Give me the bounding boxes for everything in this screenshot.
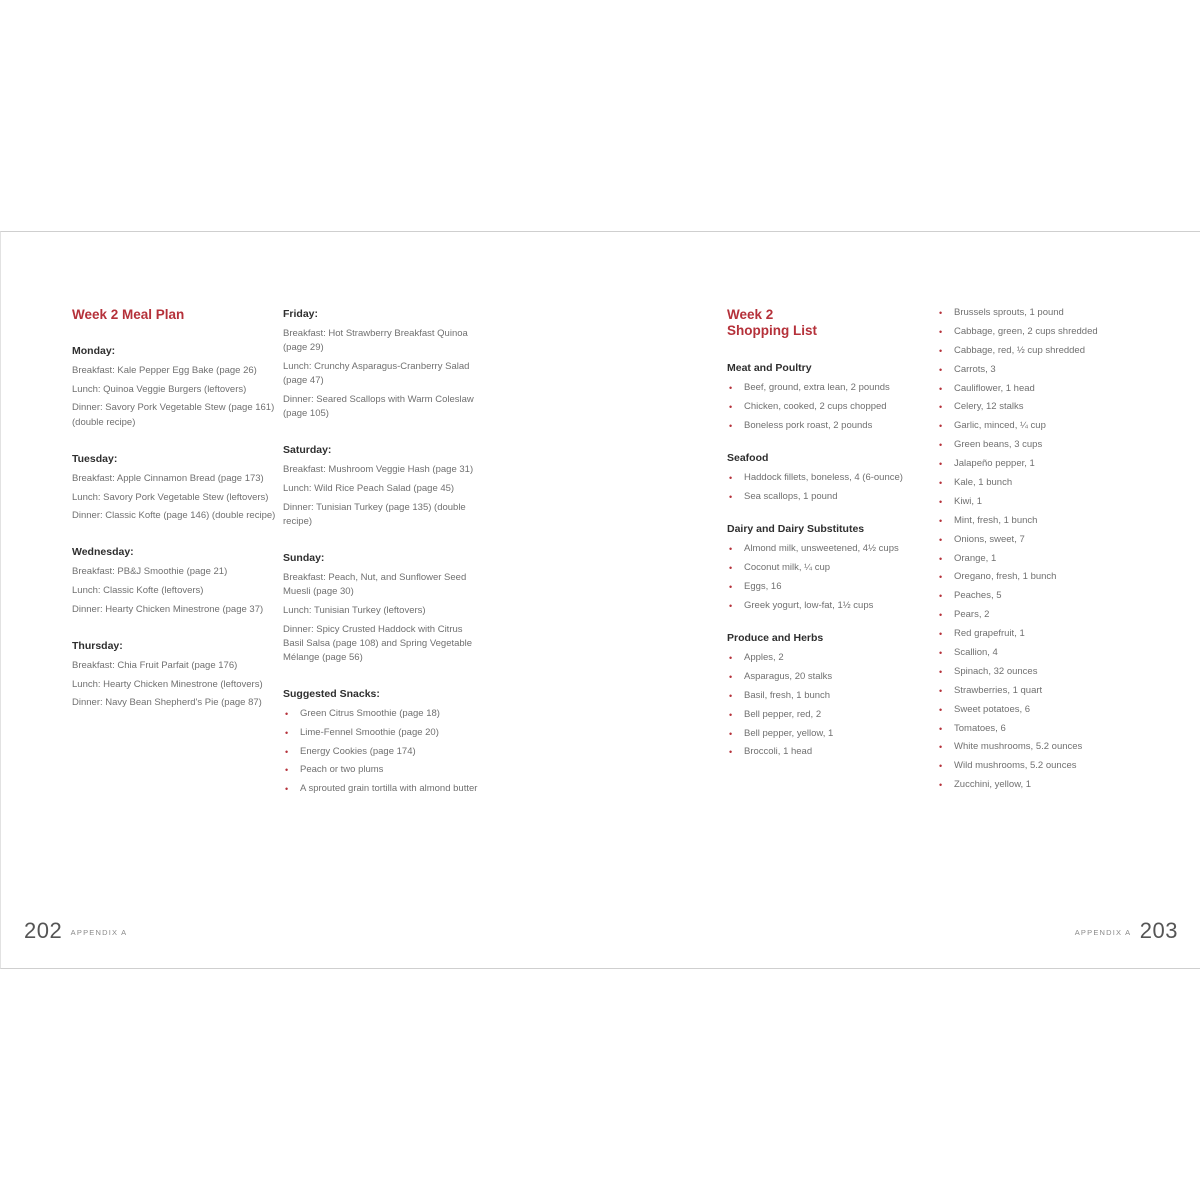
shopping-item [727,599,922,613]
meal-entry: Breakfast: Mushroom Veggie Hash (page 31) [283,464,474,476]
shopping-section-heading: Produce and Herbs [727,631,824,644]
snacks-heading: Suggested Snacks: [283,688,380,701]
days-list-1 [72,344,277,711]
bullet-icon: • [939,610,943,621]
shopping-section [727,361,922,433]
snack-item [283,782,483,796]
shopping-item [727,561,922,575]
shopping-item-text: Eggs, 16 [744,580,782,592]
shopping-item-text: Peaches, 5 [954,590,1002,602]
bullet-icon: • [285,727,289,738]
shopping-item [727,651,922,665]
bullet-icon: • [729,491,733,502]
shopping-title-line1: Week 2 [727,307,774,322]
shopping-item-text: Wild mushrooms, 5.2 ounces [954,760,1077,772]
shopping-item-text: Sweet potatoes, 6 [954,703,1031,715]
shopping-item-text: Oregano, fresh, 1 bunch [954,571,1057,583]
bullet-icon: • [939,478,943,489]
meal-entry: Lunch: Crunchy Asparagus-Cranberry Salad (page 47) [283,360,470,387]
shopping-item [937,684,1137,698]
bullet-icon: • [939,572,943,583]
shopping-item [937,665,1137,679]
snack-item-text: Green Citrus Smoothie (page 18) [300,708,440,720]
bullet-icon: • [939,402,943,413]
bullet-icon: • [939,685,943,696]
meal-entry: Lunch: Hearty Chicken Minestrone (leftovers) [72,678,263,690]
day-block [72,344,277,430]
shopping-item [937,306,1137,320]
meal-plan-title: Week 2 Meal Plan [72,307,185,322]
shopping-item-text: Onions, sweet, 7 [954,533,1025,545]
shopping-item [937,646,1137,660]
shopping-list-title [727,307,922,339]
shopping-title-line2: Shopping List [727,323,817,338]
shopping-item [937,778,1137,792]
shopping-items [727,651,922,760]
shopping-item [937,344,1137,358]
bullet-icon: • [939,364,943,375]
shopping-section-heading: Dairy and Dairy Substitutes [727,523,865,536]
shopping-item [937,608,1137,622]
bullet-icon: • [939,308,943,318]
shopping-item [937,400,1137,414]
bullet-icon: • [939,496,943,507]
shopping-item [937,570,1137,584]
bullet-icon: • [939,666,943,677]
days-list-2 [283,307,483,665]
day-heading: Saturday: [283,444,332,457]
bullet-icon: • [285,784,289,795]
snack-item-text: Lime-Fennel Smoothie (page 20) [300,726,439,738]
meal-entry: Dinner: Seared Scallops with Warm Coleslaw (page 105) [283,393,474,420]
right-folio [1075,918,1178,944]
produce-continued-list [937,306,1137,792]
shopping-item [937,740,1137,754]
shopping-section-heading: Meat and Poultry [727,362,812,374]
shopping-column-2 [937,306,1137,797]
shopping-section-heading: Seafood [727,451,769,464]
meal-entry: Lunch: Tunisian Turkey (leftovers) [283,604,426,616]
bullet-icon: • [939,459,943,470]
shopping-item [727,419,922,433]
shopping-item-text: Almond milk, unsweetened, 4½ cups [744,543,899,555]
shopping-item-text: Pears, 2 [954,609,990,621]
shopping-items [727,381,922,433]
snack-item [283,763,483,777]
bullet-icon: • [939,648,943,659]
bullet-icon: • [939,629,943,640]
day-heading: Thursday: [72,640,123,653]
shopping-item [937,325,1137,339]
shopping-item-text: Celery, 12 stalks [954,401,1024,413]
shopping-item [727,381,922,395]
shopping-item [937,514,1137,528]
shopping-item [937,495,1137,509]
day-block [283,551,483,665]
shopping-item-text: Scallion, 4 [954,647,998,659]
day-block [72,545,277,617]
day-heading: Sunday: [283,552,325,565]
snack-item-text: A sprouted grain tortilla with almond butter [300,783,478,795]
bullet-icon: • [729,420,733,431]
shopping-section [727,631,922,760]
shopping-item-text: Jalapeño pepper, 1 [954,458,1035,470]
shopping-item-text: Basil, fresh, 1 bunch [744,689,831,701]
shopping-item-text: Spinach, 32 ounces [954,665,1038,677]
shopping-items [727,471,922,504]
shopping-item-text: Tomatoes, 6 [954,722,1006,734]
meal-entry: Dinner: Savory Pork Vegetable Stew (page 161) (double recipe) [72,402,275,428]
bullet-icon: • [729,383,733,393]
shopping-item-text: Strawberries, 1 quart [954,684,1043,696]
shopping-item-text: Mint, fresh, 1 bunch [954,514,1038,526]
bullet-icon: • [729,690,733,701]
shopping-item [727,542,922,556]
day-heading: Monday: [72,345,116,357]
shopping-sections [727,361,922,760]
shopping-item-text: Boneless pork roast, 2 pounds [744,419,873,431]
meal-entry: Dinner: Navy Bean Shepherd's Pie (page 87) [72,697,262,709]
shopping-item-text: Kiwi, 1 [954,495,982,507]
meal-plan-column-2 [283,307,483,818]
shopping-item [727,727,922,741]
meal-entry: Lunch: Classic Kofte (leftovers) [72,585,204,597]
shopping-item [937,419,1137,433]
meal-plan-column-1 [72,307,277,733]
shopping-item-text: Brussels sprouts, 1 pound [954,307,1064,318]
meal-entry: Breakfast: Peach, Nut, and Sunflower Seed Muesli (page 30) [283,572,467,598]
bullet-icon: • [729,728,733,739]
shopping-item [727,400,922,414]
bullet-icon: • [729,652,733,663]
shopping-item [937,589,1137,603]
meal-entry: Breakfast: Apple Cinnamon Bread (page 173) [72,472,264,484]
bullet-icon: • [939,515,943,526]
shopping-item-text: Bell pepper, red, 2 [744,708,822,720]
meal-entry: Breakfast: PB&J Smoothie (page 21) [72,566,228,578]
shopping-section [727,522,922,613]
bullet-icon: • [939,440,943,451]
shopping-items [727,542,922,613]
day-block [283,443,483,529]
bullet-icon: • [729,544,733,555]
bullet-icon: • [939,591,943,602]
shopping-item-text: Sea scallops, 1 pound [744,490,838,502]
shopping-item-text: Beef, ground, extra lean, 2 pounds [744,382,890,393]
left-folio [24,918,127,944]
shopping-item [937,476,1137,490]
bullet-icon: • [285,709,289,720]
shopping-item [727,580,922,594]
shopping-item [727,745,922,759]
bullet-icon: • [939,383,943,394]
shopping-item [937,703,1137,717]
bullet-icon: • [939,780,943,791]
left-running-head: APPENDIX A [70,928,128,937]
bullet-icon: • [729,671,733,682]
meal-entry: Breakfast: Hot Strawberry Breakfast Quinoa (page 29) [283,328,468,354]
bullet-icon: • [729,600,733,611]
right-running-head: APPENDIX A [1074,928,1132,937]
shopping-item-text: Cauliflower, 1 head [954,382,1035,394]
shopping-item [727,471,922,485]
shopping-item [727,490,922,504]
shopping-item [937,627,1137,641]
snack-item [283,707,483,721]
shopping-item [937,382,1137,396]
bullet-icon: • [939,761,943,772]
shopping-item [727,708,922,722]
snack-item-text: Peach or two plums [300,764,384,776]
bullet-icon: • [729,562,733,573]
bullet-icon: • [729,709,733,720]
meal-entry: Dinner: Hearty Chicken Minestrone (page 37) [72,603,264,615]
shopping-item-text: Apples, 2 [744,651,784,663]
shopping-item-text: Orange, 1 [954,552,997,564]
bullet-icon: • [939,421,943,432]
bullet-icon: • [939,704,943,715]
snack-item [283,726,483,740]
shopping-item [727,689,922,703]
day-block [283,307,483,421]
day-heading: Tuesday: [72,452,118,465]
shopping-item [937,722,1137,736]
shopping-item [937,438,1137,452]
meal-entry: Dinner: Spicy Crusted Haddock with Citrus Basil Salsa (page 108) and Spring Vegetable Mélange (page 56) [283,623,473,664]
shopping-item-text: Cabbage, green, 2 cups shredded [954,325,1098,337]
shopping-item-text: Garlic, minced, ¼ cup [954,420,1046,432]
meal-entry: Lunch: Wild Rice Peach Salad (page 45) [283,482,455,494]
right-page-number: 203 [1139,918,1178,943]
bullet-icon: • [939,326,943,337]
bullet-icon: • [729,747,733,758]
shopping-item [937,552,1137,566]
bullet-icon: • [285,746,289,757]
meal-entry: Breakfast: Kale Pepper Egg Bake (page 26) [72,365,257,376]
bullet-icon: • [729,472,733,483]
shopping-item-text: Green beans, 3 cups [954,439,1043,451]
day-block [72,452,277,524]
shopping-item-text: Zucchini, yellow, 1 [954,779,1032,791]
bullet-icon: • [729,401,733,412]
left-page-number: 202 [24,918,63,943]
shopping-item-text: Greek yogurt, low-fat, 1½ cups [744,599,874,611]
bullet-icon: • [939,345,943,356]
day-heading: Wednesday: [72,546,134,559]
bullet-icon: • [285,765,289,776]
bullet-icon: • [939,723,943,734]
shopping-item [937,533,1137,547]
snack-item-text: Energy Cookies (page 174) [300,745,416,757]
shopping-item-text: Red grapefruit, 1 [954,628,1025,640]
shopping-item-text: Carrots, 3 [954,363,996,375]
bullet-icon: • [729,581,733,592]
day-block [72,639,277,711]
meal-entry: Dinner: Classic Kofte (page 146) (double recipe) [72,510,276,522]
bullet-icon: • [939,534,943,545]
bullet-icon: • [939,553,943,564]
shopping-item-text: Chicken, cooked, 2 cups chopped [744,400,887,412]
meal-entry: Lunch: Savory Pork Vegetable Stew (leftovers) [72,491,269,503]
shopping-item-text: Bell pepper, yellow, 1 [744,727,834,739]
shopping-item [727,670,922,684]
shopping-item-text: Cabbage, red, ½ cup shredded [954,344,1085,356]
meal-entry: Breakfast: Chia Fruit Parfait (page 176) [72,660,238,672]
meal-entry: Dinner: Tunisian Turkey (page 135) (double recipe) [283,501,466,527]
day-heading: Friday: [283,308,319,320]
shopping-item [937,363,1137,377]
shopping-column-1 [727,307,922,778]
shopping-item [937,759,1137,773]
shopping-item-text: Coconut milk, ¼ cup [744,561,831,573]
shopping-item-text: Asparagus, 20 stalks [744,670,833,682]
snack-item [283,745,483,759]
shopping-item-text: Kale, 1 bunch [954,477,1013,489]
shopping-item-text: White mushrooms, 5.2 ounces [954,741,1083,753]
meal-entry: Lunch: Quinoa Veggie Burgers (leftovers) [72,383,247,395]
shopping-section [727,451,922,504]
shopping-item-text: Haddock fillets, boneless, 4 (6-ounce) [744,471,903,483]
bullet-icon: • [939,742,943,753]
snacks-section [283,687,483,796]
shopping-item-text: Broccoli, 1 head [744,746,813,758]
snacks-list [283,707,483,796]
shopping-item [937,457,1137,471]
